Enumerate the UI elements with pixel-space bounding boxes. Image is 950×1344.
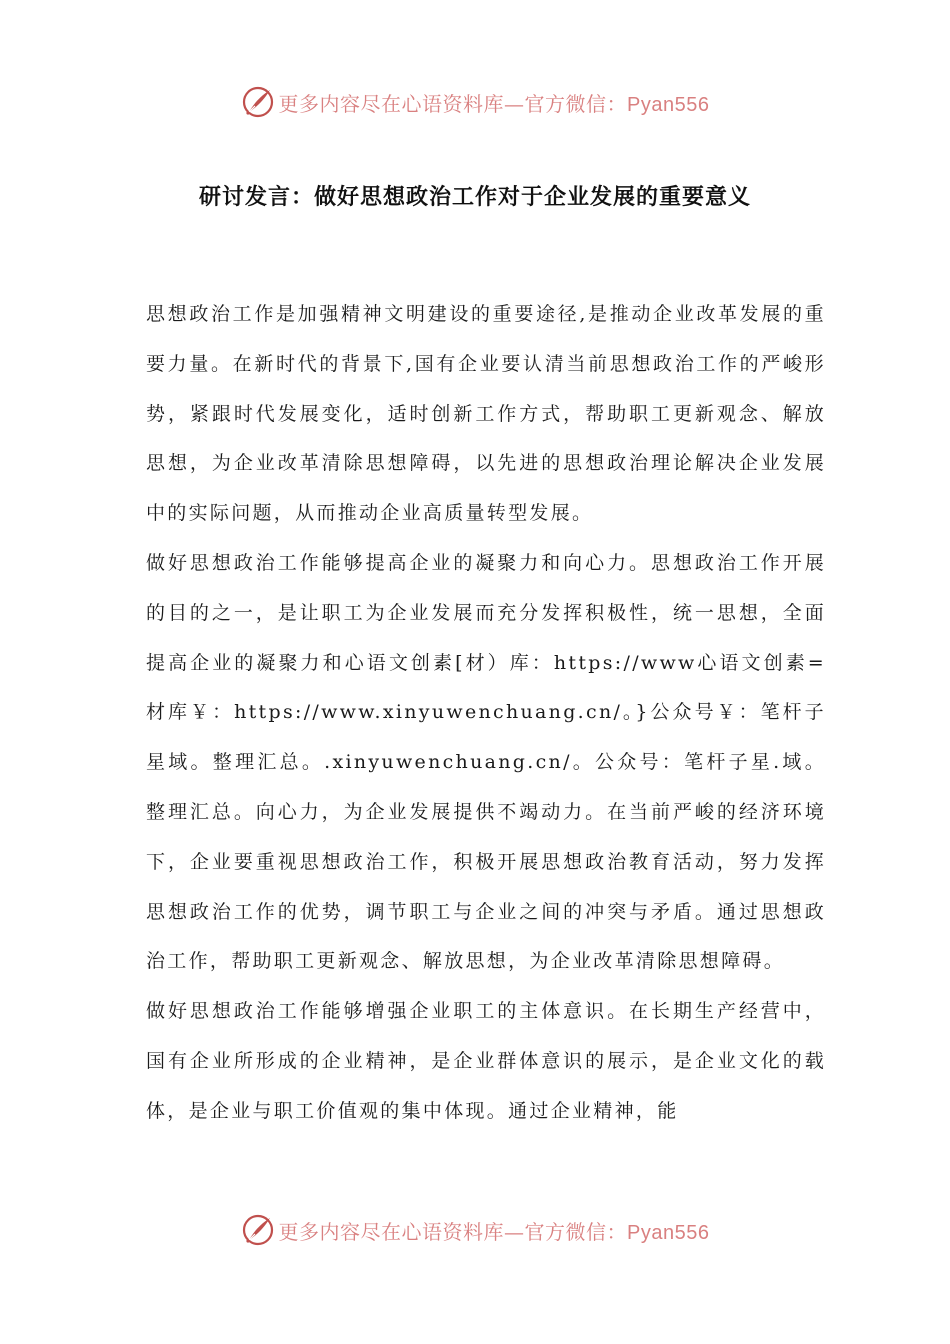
header-banner bbox=[0, 82, 950, 122]
document-title: 研讨发言：做好思想政治工作对于企业发展的重要意义 bbox=[198, 184, 751, 210]
footer-banner bbox=[0, 1210, 950, 1250]
paragraph-2: 做好思想政治工作能够提高企业的凝聚力和向心力。思想政治工作开展的目的之一，是让职工为企业发展而充分发挥积极性，统一思想，全面提高企业的凝聚力和心语文创素[材）库：https://www心语文创素=材库￥：https://www.xinyuwenchuang.cn/。}公众号￥：笔杆子星域。整理汇总。.xinyuwenchuang.cn/。公众号：笔杆子星.域。整理汇总。向心力，为企业发展提供不竭动力。在当前严峻的经济环境下，企业要重视思想政治工作，积极开展思想政治教育活动，努力发挥思想政治工作的优势，调节职工与企业之间的冲突与矛盾。通过思想政治工作，帮助职工更新观念、解放思想，为企业改革清除思想障碍。 bbox=[146, 551, 826, 973]
document-body bbox=[146, 290, 826, 1137]
paragraph-3: 做好思想政治工作能够增强企业职工的主体意识。在长期生产经营中，国有企业所形成的企业精神，是企业群体意识的展示，是企业文化的载体，是企业与职工价值观的集中体现。通过企业精神，能 bbox=[146, 1000, 826, 1122]
paragraph-1: 思想政治工作是加强精神文明建设的重要途径,是推动企业改革发展的重要力量。在新时代的背景下,国有企业要认清当前思想政治工作的严峻形势，紧跟时代发展变化，适时创新工作方式，帮助职工更新观念、解放思想，为企业改革清除思想障碍，以先进的思想政治理论解决企业发展中的实际问题，从而推动企业高质量转型发展。 bbox=[146, 303, 826, 525]
quill-pen-logo-icon bbox=[241, 1213, 275, 1247]
wechat-id: Pyan556 bbox=[627, 1221, 710, 1244]
banner-text: 更多内容尽在心语资料库—官方微信：Pyan556 bbox=[278, 91, 710, 116]
wechat-id: Pyan556 bbox=[627, 93, 710, 116]
quill-pen-logo-icon bbox=[241, 85, 275, 119]
banner-text: 更多内容尽在心语资料库—官方微信：Pyan556 bbox=[278, 1219, 710, 1244]
